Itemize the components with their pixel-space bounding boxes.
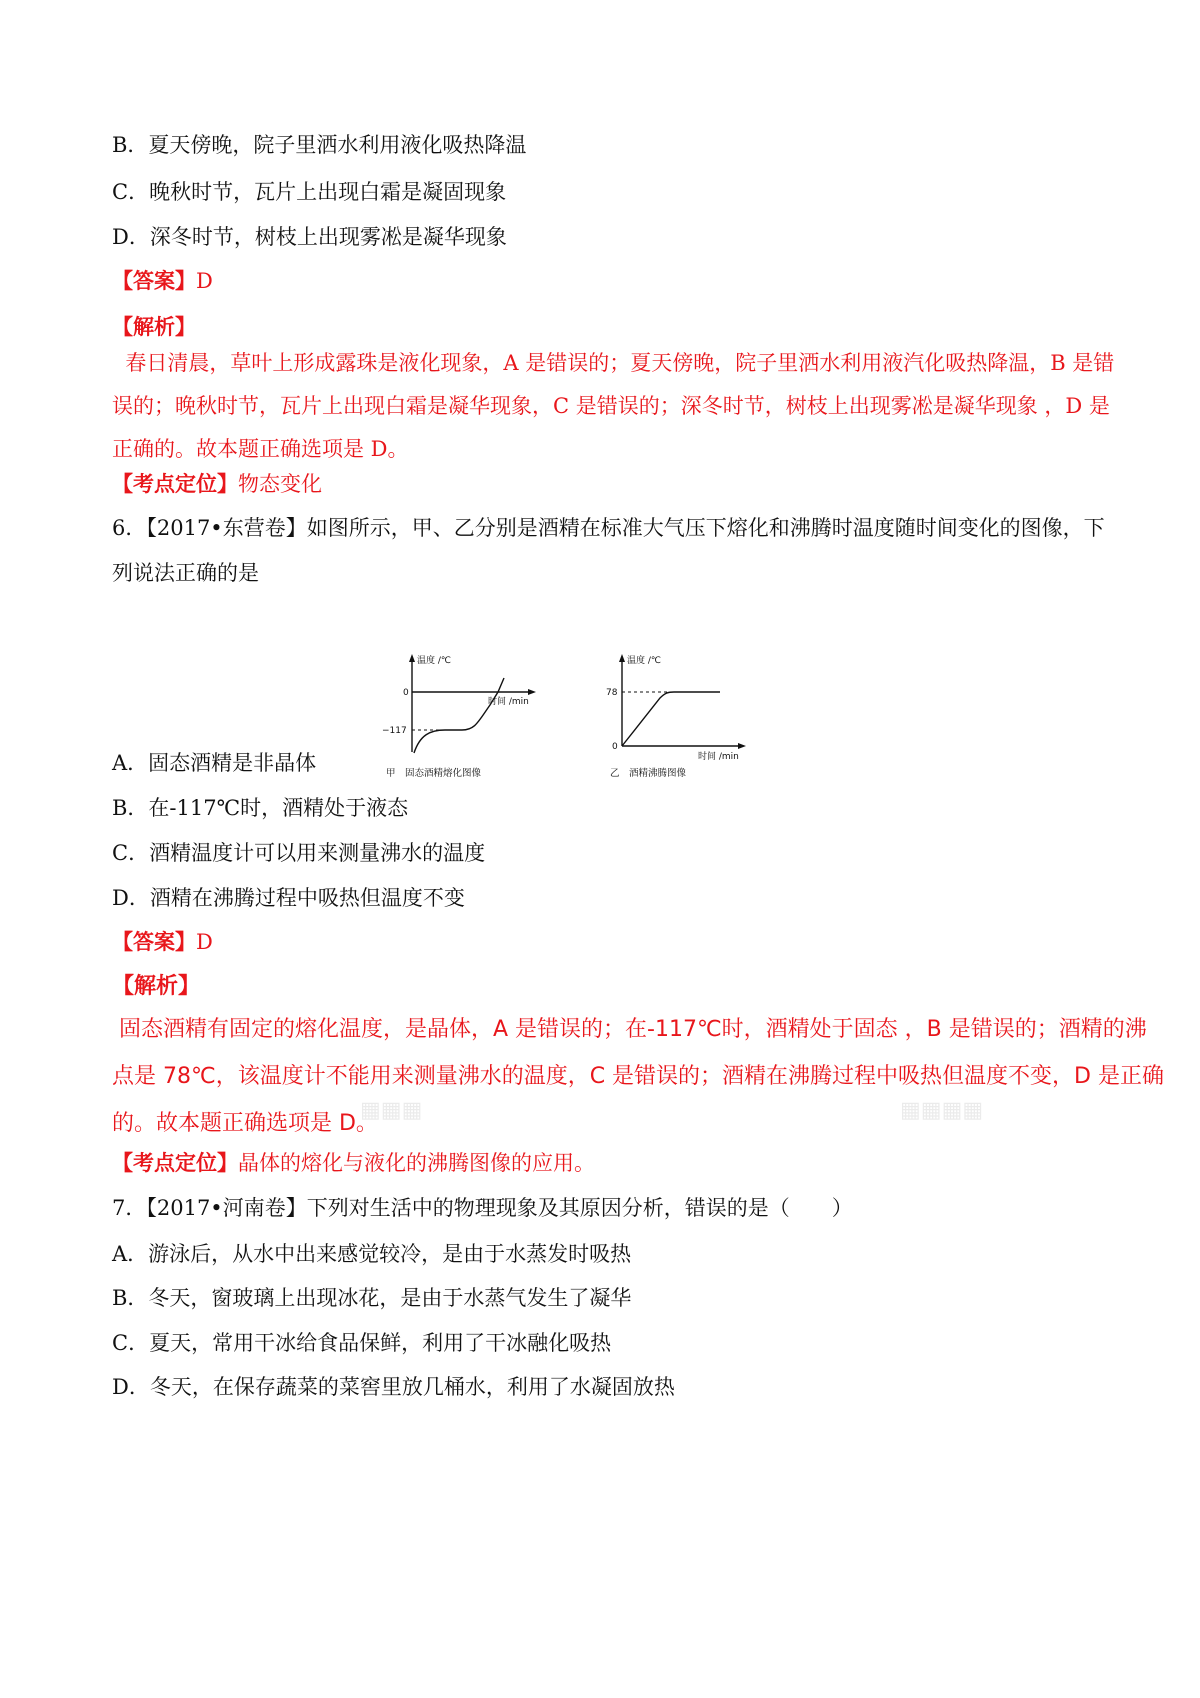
q5-option-d: D．深冬时节，树枝上出现雾凇是凝华现象 [112,225,507,249]
q7-option-d: D．冬天，在保存蔬菜的菜窖里放几桶水，利用了水凝固放热 [112,1375,675,1399]
watermark-mark: ▦▦▦▦ [900,1098,984,1123]
kaodian-tag: 【考点定位】 [112,471,238,496]
y-axis-arrow [619,654,625,662]
q6-stem-line-1: 6．【2017•东营卷】如图所示，甲、乙分别是酒精在标准大气压下熔化和沸腾时温度随时间变化的图像，下 [112,516,1105,540]
q6-analysis-line-1: 固态酒精有固定的熔化温度，是晶体，A 是错误的；在-117℃时，酒精处于固态 ，B 是错误的；酒精的沸 [112,1017,1147,1042]
q5-answer [112,266,213,296]
q5-analysis-tag: 【解析】 [112,314,196,339]
right-caption: 乙 酒精沸腾图像 [610,768,687,779]
q5-analysis-line-1: 春日清晨，草叶上形成露珠是液化现象，A 是错误的；夏天傍晚，院子里洒水利用液汽化吸热降温，B 是错 [112,351,1115,375]
q6-analysis-line-2: 点是 78℃，该温度计不能用来测量沸水的温度，C 是错误的；酒精在沸腾过程中吸热但温度不变，D 是正确 [112,1064,1164,1089]
left-x-label: 时间 /min [488,697,529,707]
q5-option-c: C．晚秋时节，瓦片上出现白霜是凝固现象 [112,180,507,204]
x-axis-arrow [738,743,746,749]
y-axis-arrow [409,654,415,662]
q6-option-a: A．固态酒精是非晶体 [112,751,317,775]
melting-curve [414,678,504,753]
q5-option-b: B．夏天傍晚，院子里洒水利用液化吸热降温 [112,133,527,157]
answer-tag: 【答案】 [112,929,196,954]
q6-stem-line-2: 列说法正确的是 [112,561,259,585]
kaodian-text: 物态变化 [238,472,322,496]
kaodian-text: 晶体的熔化与液化的沸腾图像的应用。 [238,1151,595,1175]
answer-tag: 【答案】 [112,268,196,293]
right-tick-zero: 0 [612,742,618,752]
q6-answer [112,927,213,957]
q5-analysis-line-2: 误的；晚秋时节，瓦片上出现白霜是凝华现象，C 是错误的；深冬时节，树枝上出现雾凇是凝华现象 ，D 是 [112,394,1110,418]
q6-option-c: C．酒精温度计可以用来测量沸水的温度 [112,841,486,865]
q6-figure [382,650,810,800]
q5-analysis [112,342,1115,471]
left-tick-zero: 0 [403,688,409,698]
q5-analysis-line-3: 正确的。故本题正确选项是 D。 [112,437,409,461]
right-y-label: 温度 /℃ [627,656,662,666]
q7-option-b: B．冬天，窗玻璃上出现冰花，是由于水蒸气发生了凝华 [112,1286,632,1310]
left-tick-low: −117 [382,726,407,736]
melting-graph [382,654,536,779]
left-caption: 甲 固态酒精熔化图像 [386,768,482,779]
x-axis-arrow [528,689,536,695]
q7-stem: 7．【2017•河南卷】下列对生活中的物理现象及其原因分析，错误的是（ ） [112,1196,853,1220]
q7-option-a: A．游泳后，从水中出来感觉较冷，是由于水蒸发时吸热 [112,1242,632,1266]
left-y-label: 温度 /℃ [417,656,452,666]
q6-analysis [112,1006,1164,1147]
q6-option-b: B．在-117℃时，酒精处于液态 [112,796,409,820]
watermark-mark: ▦▦▦ [360,1098,423,1123]
boiling-graph [606,654,746,779]
q6-analysis-tag: 【解析】 [112,974,201,999]
answer-value: D [196,269,213,293]
q6-kaodian [112,1148,595,1178]
q6-option-d: D．酒精在沸腾过程中吸热但温度不变 [112,886,465,910]
boiling-curve [622,692,720,746]
q5-kaodian [112,469,322,499]
answer-value: D [196,930,213,954]
q6-analysis-line-3: 的。故本题正确选项是 D。 [112,1111,378,1136]
right-tick-high: 78 [606,688,618,698]
kaodian-tag: 【考点定位】 [112,1150,238,1175]
q7-option-c: C．夏天，常用干冰给食品保鲜，利用了干冰融化吸热 [112,1331,612,1355]
right-x-label: 时间 /min [698,752,739,762]
